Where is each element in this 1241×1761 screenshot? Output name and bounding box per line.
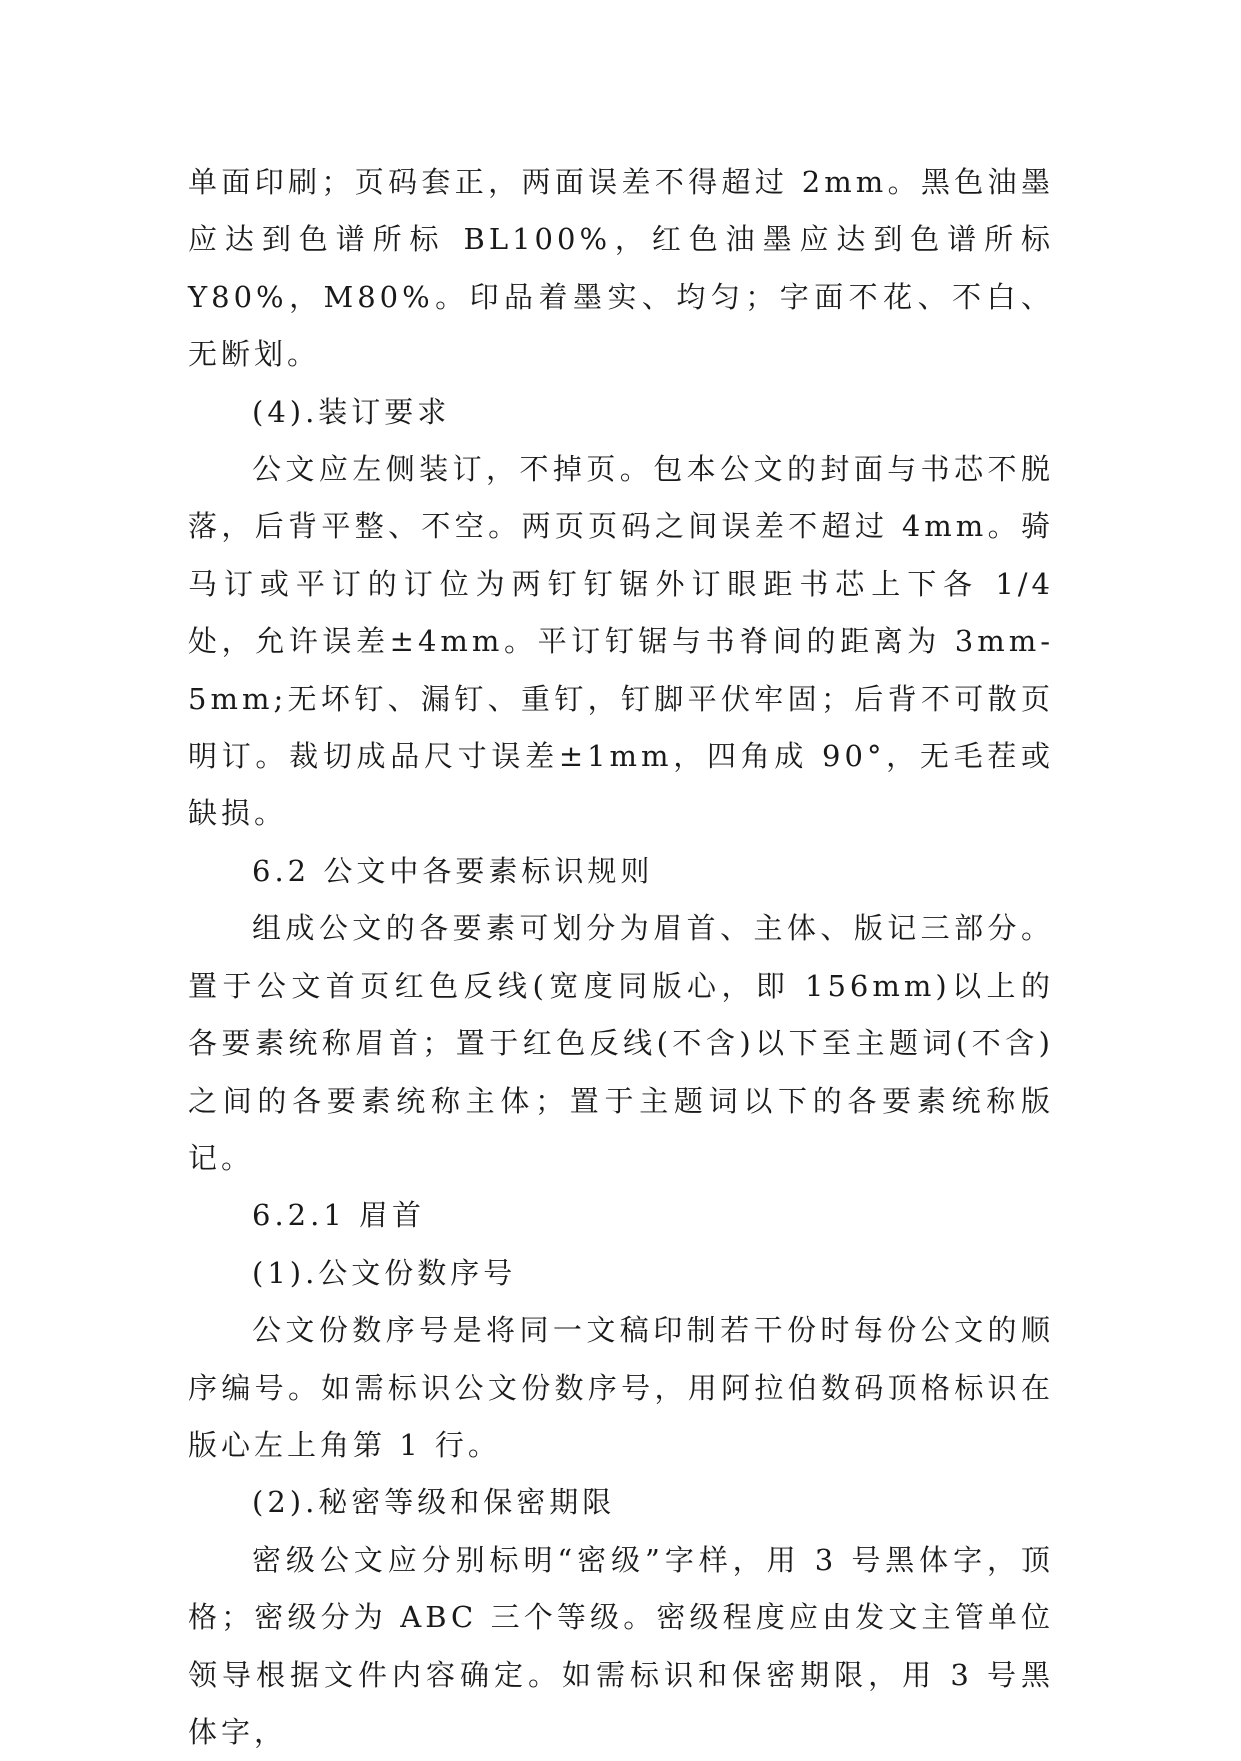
paragraph-binding-details: 公文应左侧装订，不掉页。包本公文的封面与书芯不脱落，后背平整、不空。两页页码之间误差不超过 4mm。骑马订或平订的订位为两钉钉锯外订眼距书芯上下各 1/4 处，允许误差±4mm。平订钉锯与书脊间的距离为 3mm-5mm;无坏钉、漏钉、重钉，钉脚平伏牢固；后背不可散页明订。裁切成品尺寸误差±1mm，四角成 90°，无毛茬或缺损。 [188,452,1054,831]
heading-secrecy-level: (2).秘密等级和保密期限 [252,1485,616,1520]
document-body [188,154,1054,1761]
paragraph-elements-overview: 组成公文的各要素可划分为眉首、主体、版记三部分。置于公文首页红色反线(宽度同版心，即 156mm)以上的各要素统称眉首；置于红色反线(不含)以下至主题词(不含)之间的各要素统称主体；置于主题词以下的各要素统称版记。 [188,911,1054,1175]
paragraph-secrecy-level: 密级公文应分别标明“密级”字样，用 3 号黑体字，顶格；密级分为 ABC 三个等级。密级程度应由发文主管单位领导根据文件内容确定。如需标识和保密期限，用 3 号黑体字， [188,1542,1054,1749]
heading-copy-number: (1).公文份数序号 [252,1255,517,1290]
heading-section-6-2-1: 6.2.1 眉首 [252,1198,426,1233]
paragraph-printing-quality: 单面印刷；页码套正，两面误差不得超过 2mm。黑色油墨应达到色谱所标 BL100%，红色油墨应达到色谱所标 Y80%，M80%。印品着墨实、均匀；字面不花、不白、无断划。 [188,165,1054,372]
paragraph-copy-number: 公文份数序号是将同一文稿印制若干份时每份公文的顺序编号。如需标识公文份数序号，用阿拉伯数码顶格标识在版心左上角第 1 行。 [188,1313,1054,1462]
heading-binding-requirements: (4).装订要求 [252,394,451,429]
heading-section-6-2: 6.2 公文中各要素标识规则 [252,853,654,888]
